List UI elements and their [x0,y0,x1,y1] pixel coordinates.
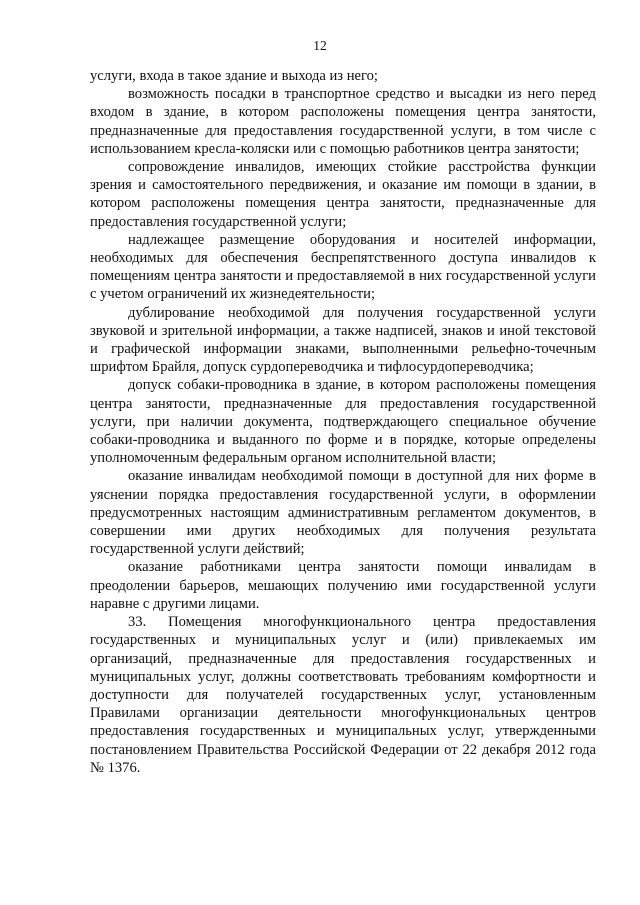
paragraph: услуги, входа в такое здание и выхода из него; [90,68,378,84]
page-number: 12 [313,38,327,53]
paragraph: допуск собаки-проводника в здание, в котором расположены помещения центра занятости, предназначенные для предоставления государственной услуги, при наличии документа, подтверждающего специальное обучение собаки-проводника и выданного по форме и в порядке, которые определены уполномоченным федеральным органом исполнительной власти; [90,377,596,467]
paragraph: дублирование необходимой для получения государственной услуги звуковой и зрительной информации, а также надписей, знаков и иной текстовой и графической информации знаками, выполненными рельефно-точечным шрифтом Брайля, допуск сурдопереводчика и тифлосурдопереводчика; [90,304,596,376]
paragraph: сопровождение инвалидов, имеющих стойкие расстройства функции зрения и самостоятельного передвижения, и оказание им помощи в здании, в котором расположены помещения центра занятости, предназначенные для предоставления государственной услуги; [90,159,596,230]
document-body [90,67,596,777]
paragraph: надлежащее размещение оборудования и носителей информации, необходимых для обеспечения беспрепятственного доступа инвалидов к помещениям центра занятости и предоставляемой в них государственной услуги с учетом ограничений их жизнедеятельности; [90,231,596,303]
paragraph: оказание работниками центра занятости помощи инвалидам в преодолении барьеров, мешающих получению ими государственной услуги наравне с другими лицами. [90,559,596,612]
paragraph: возможность посадки в транспортное средство и высадки из него перед входом в здание, в котором расположены помещения центра занятости, предназначенные для предоставления государственной услуги, в том числе с использованием кресла-коляски или с помощью работников центра занятости; [90,86,596,157]
paragraph: оказание инвалидам необходимой помощи в доступной для них форме в уяснении порядка предоставления государственной услуги, в оформлении предусмотренных настоящим административным регламентом документов, в совершении ими других необходимых для получения результата государственной услуги действий; [90,468,596,558]
paragraph: 33. Помещения многофункционального центра предоставления государственных и муниципальных услуг и (или) привлекаемых им организаций, предназначенные для предоставления государственных и муниципальных услуг, должны соответствовать требованиям комфортности и доступности для получателей государственных услуг, установленным Правилами организации деятельности многофункциональных центров предоставления государственных и муниципальных услуг, утвержденными постановлением Правительства Российской Федерации от 22 декабря 2012 года № 1376. [90,614,596,776]
